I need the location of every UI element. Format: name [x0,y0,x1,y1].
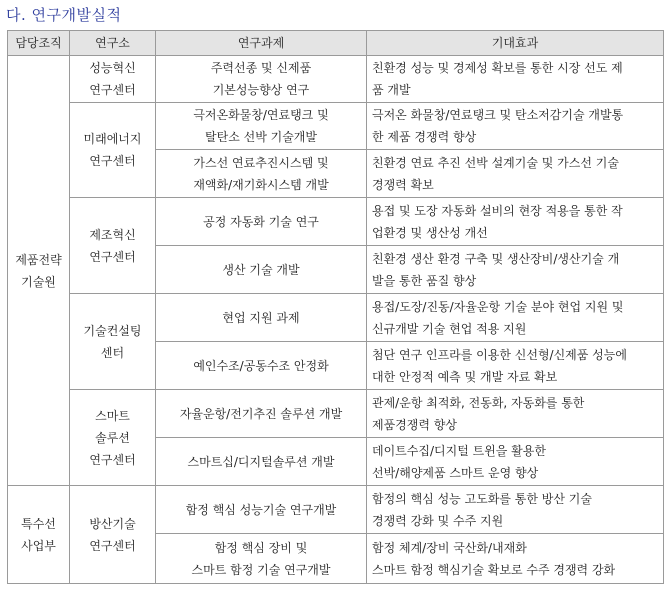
table-row [8,198,664,246]
task-cell: 주력선종 및 신제품 기본성능향상 연구 [156,56,367,103]
task-cell: 생산 기술 개발 [156,246,367,294]
table-body [8,56,664,584]
table-row [8,390,664,438]
table-row [8,486,664,534]
org-cell: 제품전략 기술원 [8,56,70,486]
header-row [8,31,664,56]
task-cell: 자율운항/전기추진 솔루션 개발 [156,390,367,438]
task-cell: 극저온화물창/연료탱크 및 탈탄소 선박 기술개발 [156,103,367,150]
effect-cell: 함정의 핵심 성능 고도화를 통한 방산 기술 경쟁력 강화 및 수주 지원 [367,486,664,534]
effect-cell: 함정 체계/장비 국산화/내재화 스마트 함정 핵심기술 확보로 수주 경쟁력 강화 [367,534,664,584]
header-task: 연구과제 [156,31,367,56]
task-cell: 가스선 연료추진시스템 및 재액화/재기화시스템 개발 [156,150,367,198]
effect-cell: 용접/도장/진동/자율운항 기술 분야 현업 지원 및 신규개발 기술 현업 적용 지원 [367,294,664,342]
task-cell: 예인수조/공동수조 안정화 [156,342,367,390]
header-lab: 연구소 [70,31,156,56]
lab-cell: 제조혁신 연구센터 [70,198,156,294]
effect-cell: 용접 및 도장 자동화 설비의 현장 적용을 통한 작 업환경 및 생산성 개선 [367,198,664,246]
lab-cell: 기술컨설팅 센터 [70,294,156,390]
lab-cell: 성능혁신 연구센터 [70,56,156,103]
effect-cell: 데이트수집/디지털 트윈을 활용한 선박/해양제품 스마트 운영 향상 [367,438,664,486]
lab-cell: 미래에너지 연구센터 [70,103,156,198]
task-cell: 현업 지원 과제 [156,294,367,342]
effect-cell: 친환경 성능 및 경제성 확보를 통한 시장 선도 제 품 개발 [367,56,664,103]
lab-cell: 스마트 솔루션 연구센터 [70,390,156,486]
task-cell: 함정 핵심 성능기술 연구개발 [156,486,367,534]
task-cell: 공정 자동화 기술 연구 [156,198,367,246]
table-row [8,103,664,150]
header-org: 담당조직 [8,31,70,56]
table-row [8,294,664,342]
effect-cell: 첨단 연구 인프라를 이용한 신선형/신제품 성능에 대한 안정적 예측 및 개발 자료 확보 [367,342,664,390]
header-effect: 기대효과 [367,31,664,56]
task-cell: 함정 핵심 장비 및 스마트 함정 기술 연구개발 [156,534,367,584]
rnd-table [7,30,664,584]
effect-cell: 관제/운항 최적화, 전동화, 자동화를 통한 제품경쟁력 향상 [367,390,664,438]
lab-cell: 방산기술 연구센터 [70,486,156,584]
effect-cell: 친환경 생산 환경 구축 및 생산장비/생산기술 개 발을 통한 품질 향상 [367,246,664,294]
effect-cell: 친환경 연료 추진 선박 설계기술 및 가스선 기술 경쟁력 확보 [367,150,664,198]
section-title: 다. 연구개발실적 [6,6,122,24]
org-cell: 특수선 사업부 [8,486,70,584]
table-row [8,56,664,103]
task-cell: 스마트십/디지털솔루션 개발 [156,438,367,486]
effect-cell: 극저온 화물창/연료탱크 및 탄소저감기술 개발통 한 제품 경쟁력 향상 [367,103,664,150]
